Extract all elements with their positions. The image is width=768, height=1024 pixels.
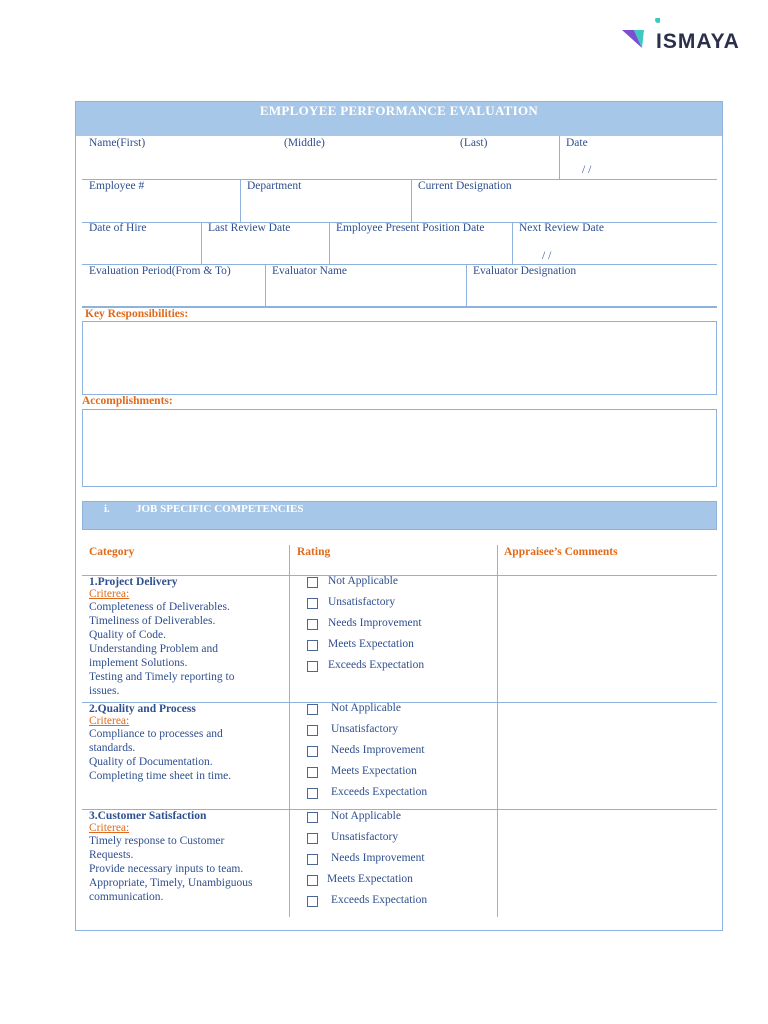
rating-checkbox[interactable] [307, 896, 318, 907]
criteria-item: Provide necessary inputs to team. [89, 863, 244, 875]
section-title: JOB SPECIFIC COMPETENCIES [136, 503, 304, 515]
comments-header: Appraisee’s Comments [504, 546, 618, 558]
company-logo [620, 18, 745, 58]
present-position-date-label: Employee Present Position Date [336, 222, 485, 234]
rating-checkbox[interactable] [307, 746, 318, 757]
rating-checkbox[interactable] [307, 725, 318, 736]
rating-checkbox[interactable] [307, 577, 318, 588]
rating-option-label: Unsatisfactory [328, 596, 396, 608]
criteria-item: communication. [89, 891, 164, 903]
column-divider [497, 545, 498, 917]
row-divider [82, 179, 717, 180]
rating-checkbox[interactable] [307, 619, 318, 630]
divider [240, 179, 241, 222]
category-title: 3.Customer Satisfaction [89, 810, 207, 822]
rating-checkbox[interactable] [307, 704, 318, 715]
criteria-label: Criterea: [89, 715, 130, 727]
accomplishments-field[interactable] [82, 409, 717, 487]
rating-option-label: Unsatisfactory [331, 723, 399, 735]
criteria-item: Quality of Documentation. [89, 756, 213, 768]
rating-header: Rating [297, 546, 331, 558]
criteria-item: issues. [89, 685, 120, 697]
evaluation-period-label: Evaluation Period(From & To) [89, 265, 231, 277]
criteria-item: Appropriate, Timely, Unambiguous [89, 877, 253, 889]
divider [411, 179, 412, 222]
criteria-item: Testing and Timely reporting to [89, 671, 235, 683]
last-review-date-label: Last Review Date [208, 222, 291, 234]
category-customer-satisfaction [89, 810, 284, 904]
rating-option-label: Not Applicable [328, 575, 398, 587]
name-last-label: (Last) [460, 137, 488, 149]
divider [329, 222, 330, 264]
criteria-item: Quality of Code. [89, 629, 166, 641]
evaluator-designation-label: Evaluator Designation [473, 265, 577, 277]
rating-option-label: Exceeds Expectation [331, 786, 428, 798]
criteria-item: Requests. [89, 849, 134, 861]
category-quality-and-process [89, 703, 284, 783]
criteria-label: Criterea: [89, 822, 130, 834]
next-review-date-field[interactable]: / / [542, 250, 552, 262]
criteria-item: standards. [89, 742, 136, 754]
current-designation-label: Current Designation [418, 180, 512, 192]
department-label: Department [247, 180, 302, 192]
name-first-label: Name(First) [89, 137, 146, 149]
rating-option-label: Exceeds Expectation [328, 659, 425, 671]
rating-option-label: Needs Improvement [331, 744, 425, 756]
rating-checkbox[interactable] [307, 661, 318, 672]
category-project-delivery [89, 576, 284, 698]
key-responsibilities-label: Key Responsibilities: [85, 308, 189, 320]
evaluator-name-label: Evaluator Name [272, 265, 348, 277]
rating-checkbox[interactable] [307, 598, 318, 609]
criteria-item: Timely response to Customer [89, 835, 225, 847]
column-divider [289, 545, 290, 917]
criteria-item: Completing time sheet in time. [89, 770, 232, 782]
criteria-item: Understanding Problem and [89, 643, 219, 655]
rating-checkbox[interactable] [307, 812, 318, 823]
section-number: i. [104, 503, 110, 515]
logo-text: ISMAYA [656, 30, 740, 53]
criteria-item: Timeliness of Deliverables. [89, 615, 216, 627]
divider [201, 222, 202, 264]
rating-checkbox[interactable] [307, 833, 318, 844]
criteria-label: Criterea: [89, 588, 130, 600]
key-responsibilities-field[interactable] [82, 321, 717, 395]
date-of-hire-label: Date of Hire [89, 222, 147, 234]
accomplishments-label: Accomplishments: [82, 395, 173, 407]
rating-option-label: Not Applicable [331, 810, 401, 822]
rating-option-label: Meets Expectation [331, 765, 417, 777]
rating-checkbox[interactable] [307, 767, 318, 778]
rating-option-label: Meets Expectation [328, 638, 414, 650]
name-middle-label: (Middle) [284, 137, 325, 149]
divider [559, 136, 560, 179]
criteria-item: Completeness of Deliverables. [89, 601, 230, 613]
category-title: 2.Quality and Process [89, 703, 196, 715]
rating-checkbox[interactable] [307, 854, 318, 865]
rating-option-label: Needs Improvement [331, 852, 425, 864]
criteria-item: implement Solutions. [89, 657, 188, 669]
category-title: 1.Project Delivery [89, 576, 178, 588]
rating-checkbox[interactable] [307, 640, 318, 651]
criteria-item: Compliance to processes and [89, 728, 223, 740]
rating-option-label: Exceeds Expectation [331, 894, 428, 906]
divider [512, 222, 513, 264]
date-field[interactable]: / / [582, 164, 592, 176]
next-review-date-label: Next Review Date [519, 222, 604, 234]
category-header: Category [89, 546, 135, 558]
employee-number-label: Employee # [89, 180, 145, 192]
form-title: EMPLOYEE PERFORMANCE EVALUATION [259, 103, 539, 118]
rating-checkbox[interactable] [307, 788, 318, 799]
divider [265, 264, 266, 306]
logo-mark-icon [620, 18, 660, 58]
rating-option-label: Meets Expectation [327, 873, 413, 885]
date-label: Date [566, 137, 588, 149]
divider [466, 264, 467, 306]
rating-option-label: Unsatisfactory [331, 831, 399, 843]
rating-option-label: Needs Improvement [328, 617, 422, 629]
rating-option-label: Not Applicable [331, 702, 401, 714]
rating-checkbox[interactable] [307, 875, 318, 886]
